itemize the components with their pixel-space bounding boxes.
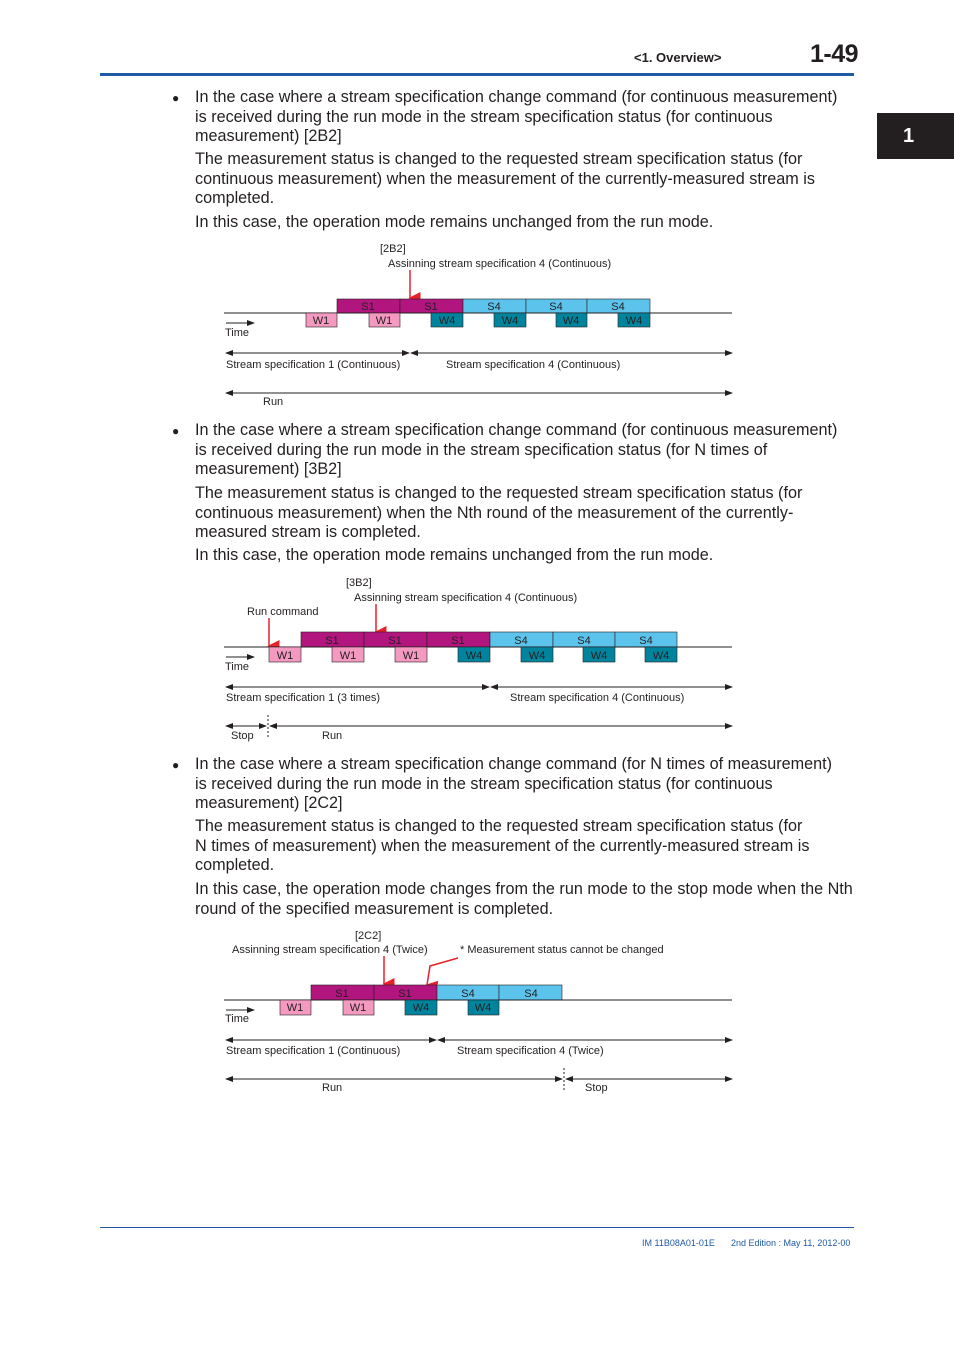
w-block-label: W4 [652,650,670,662]
time-label: Time [225,327,250,339]
s-block-label: S1 [424,301,438,313]
s-block-label: S1 [335,988,349,1000]
w-block-label: W1 [312,315,330,327]
note-label: * Measurement status cannot be changed [460,944,664,956]
note-arrow [427,958,458,985]
footer-rule [100,1227,854,1228]
header-rule [100,73,854,76]
w-block-label: W4 [590,650,608,662]
w-block-label: W1 [276,650,294,662]
run-command-label: Run command [247,606,319,618]
mode-run-label: Run [263,396,284,408]
command-label: Assinning stream specification 4 (Continuous) [388,258,612,270]
w-block-label: W4 [562,315,580,327]
w-block-label: W4 [412,1002,430,1014]
bullet-icon: ● [172,91,180,105]
footer-edition: 2nd Edition : May 11, 2012-00 [731,1238,851,1248]
section-3-heading: In the case where a stream specification change command (for N times of measurement) is received during the run mode in the stream specification status (for continuous measurement) [2C2] [195,755,832,812]
s-block-label: S4 [611,301,625,313]
time-label: Time [225,661,250,673]
spec-left-label: Stream specification 1 (Continuous) [226,359,401,371]
section-1-heading: In the case where a stream specification change command (for continuous measurement) is received during the run mode in the stream specification status (for continuous measurement) [2B2] [195,88,838,145]
spec-right-label: Stream specification 4 (Continuous) [446,359,621,371]
section-2-para-3: In this case, the operation mode remains unchanged from the run mode. [195,546,714,564]
s-block-label: S1 [398,988,412,1000]
s-block-label: S4 [461,988,475,1000]
mode-stop-label: Stop [231,730,254,742]
header-section: <1. Overview> [634,50,722,65]
mode-run-label: Run [322,1082,343,1094]
s-block-label: S1 [388,635,402,647]
chapter-tab: 1 [877,113,954,159]
mode-run-label: Run [322,730,343,742]
section-2-para-2: The measurement status is changed to the requested stream specification status (for continuous measurement) when the Nth round of the measurement of the currently- measured stream is completed. [195,484,803,541]
spec-left-label: Stream specification 1 (3 times) [226,692,381,704]
spec-right-label: Stream specification 4 (Twice) [457,1045,604,1057]
command-label: Assinning stream specification 4 (Continuous) [354,592,578,604]
w-block-label: W4 [465,650,483,662]
diagram-2c2 [0,922,954,1097]
diagram-code: [2B2] [380,243,406,255]
section-1-para-3: In this case, the operation mode remains unchanged from the run mode. [195,213,714,231]
s-block-label: S4 [639,635,653,647]
diagram-3b2 [0,570,954,745]
section-2-heading: In the case where a stream specification change command (for continuous measurement) is received during the run mode in the stream specification status (for N times of measurement) [3B2] [195,421,838,478]
time-label: Time [225,1013,250,1025]
diagram-code: [3B2] [346,577,372,589]
section-3-para-2: The measurement status is changed to the requested stream specification status (for N times of measurement) when the measurement of the currently-measured stream is completed. [195,817,810,874]
mode-stop-label: Stop [585,1082,608,1094]
s-block-label: S1 [325,635,339,647]
bullet-icon: ● [172,758,180,772]
s-block-label: S4 [524,988,538,1000]
section-1-para-2: The measurement status is changed to the requested stream specification status (for continuous measurement) when the measurement of the currently-measured stream is completed. [195,150,815,207]
bullet-icon: ● [172,424,180,438]
s-block-label: S4 [487,301,501,313]
page-number: 1-49 [810,40,859,68]
s-block-label: S4 [577,635,591,647]
diagram-2b2 [0,236,954,411]
s-block-label: S4 [549,301,563,313]
s-block-label: S1 [361,301,375,313]
w-block-label: W4 [528,650,546,662]
diagram-code: [2C2] [355,930,382,942]
w-block-label: W4 [625,315,643,327]
command-label: Assinning stream specification 4 (Twice) [232,944,428,956]
w-block-label: W1 [349,1002,367,1014]
spec-right-label: Stream specification 4 (Continuous) [510,692,685,704]
w-block-label: W4 [501,315,519,327]
s-block-label: S1 [451,635,465,647]
w-block-label: W4 [474,1002,492,1014]
w-block-label: W1 [375,315,393,327]
w-block-label: W1 [339,650,357,662]
s-block-label: S4 [514,635,528,647]
spec-left-label: Stream specification 1 (Continuous) [226,1045,401,1057]
footer-doc-number: IM 11B08A01-01E [642,1238,715,1248]
section-3-para-3: In this case, the operation mode changes from the run mode to the stop mode when the Nth round of the specified measurement is completed. [195,880,853,918]
w-block-label: W1 [402,650,420,662]
w-block-label: W1 [286,1002,304,1014]
w-block-label: W4 [438,315,456,327]
